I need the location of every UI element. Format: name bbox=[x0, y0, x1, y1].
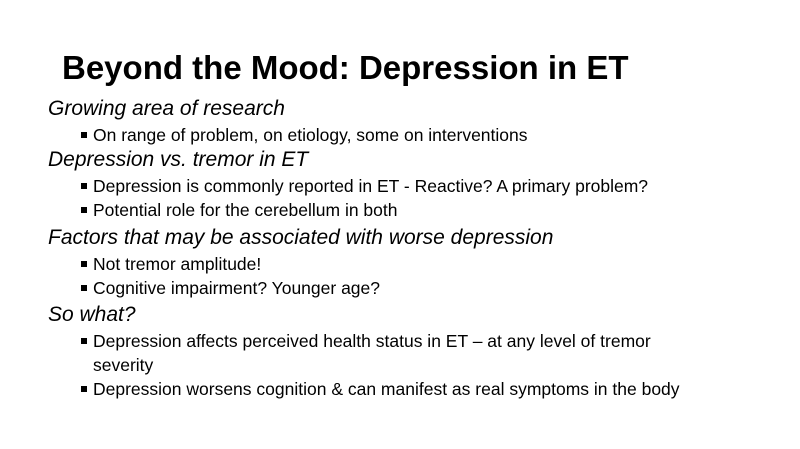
section-factors bbox=[48, 224, 748, 301]
bullet-item bbox=[48, 252, 698, 276]
bullet-item bbox=[48, 329, 698, 377]
bullet-text: Cognitive impairment? Younger age? bbox=[93, 278, 380, 298]
square-bullet-icon bbox=[81, 183, 87, 189]
section-heading: Growing area of research bbox=[48, 97, 285, 120]
bullet-item bbox=[48, 123, 698, 147]
section-research bbox=[48, 95, 748, 146]
bullet-item bbox=[48, 174, 698, 198]
square-bullet-icon bbox=[81, 386, 87, 392]
bullet-list bbox=[48, 252, 748, 300]
square-bullet-icon bbox=[81, 285, 87, 291]
bullet-text: Not tremor amplitude! bbox=[93, 254, 262, 274]
section-so-what bbox=[48, 301, 748, 401]
section-depression-vs-tremor bbox=[48, 146, 748, 224]
bullet-text: Depression affects perceived health status in ET – at any level of tremor severity bbox=[93, 331, 651, 375]
bullet-item bbox=[48, 198, 698, 222]
bullet-list bbox=[48, 329, 748, 401]
bullet-list bbox=[48, 123, 748, 147]
bullet-text: Potential role for the cerebellum in both bbox=[93, 200, 398, 220]
square-bullet-icon bbox=[81, 261, 87, 267]
slide-title: Beyond the Mood: Depression in ET bbox=[62, 49, 629, 86]
section-heading: Depression vs. tremor in ET bbox=[48, 148, 309, 171]
bullet-text: Depression worsens cognition & can manifest as real symptoms in the body bbox=[93, 379, 680, 399]
bullet-item bbox=[48, 377, 698, 401]
square-bullet-icon bbox=[81, 207, 87, 213]
section-heading: Factors that may be associated with worse depression bbox=[48, 226, 554, 249]
section-heading: So what? bbox=[48, 303, 136, 326]
square-bullet-icon bbox=[81, 132, 87, 138]
square-bullet-icon bbox=[81, 338, 87, 344]
bullet-list bbox=[48, 174, 748, 222]
slide-body bbox=[48, 95, 748, 401]
bullet-item bbox=[48, 276, 698, 300]
bullet-text: Depression is commonly reported in ET - Reactive? A primary problem? bbox=[93, 176, 649, 196]
bullet-text: On range of problem, on etiology, some on interventions bbox=[93, 125, 528, 145]
